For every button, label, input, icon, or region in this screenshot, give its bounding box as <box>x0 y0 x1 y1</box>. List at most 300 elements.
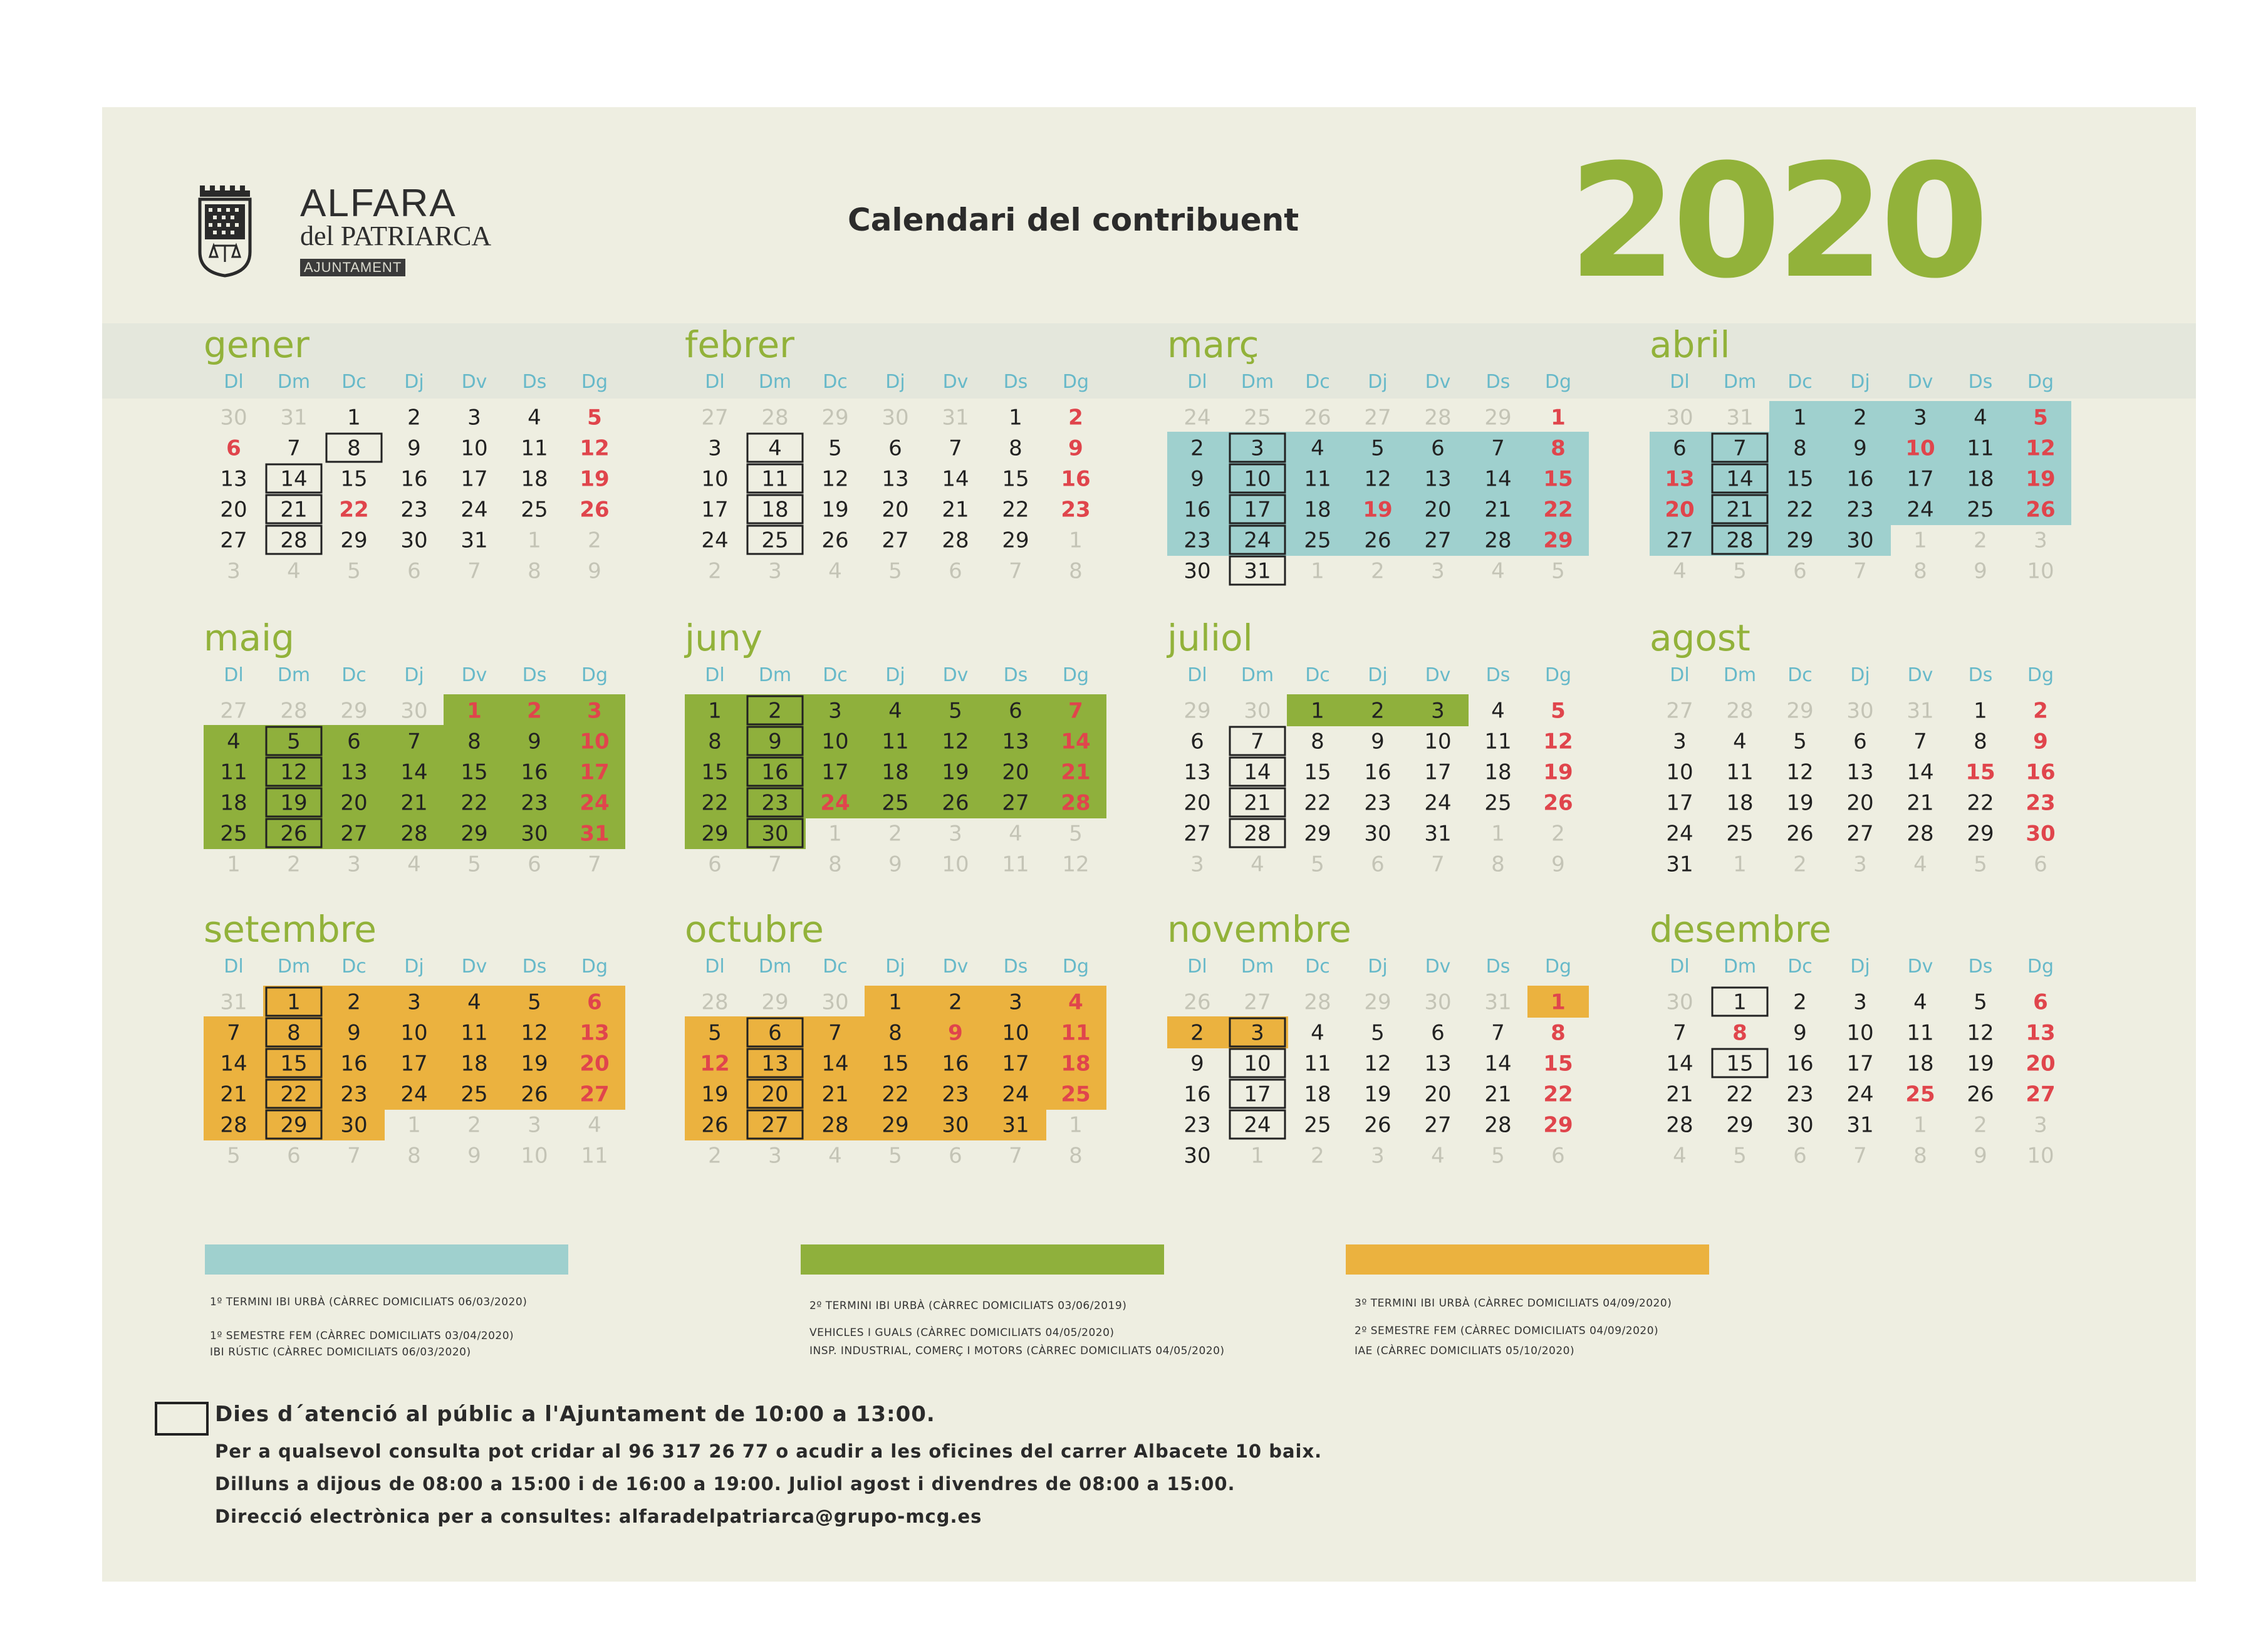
calendar-day-outside: 5 <box>467 852 481 877</box>
calendar-day: 6 <box>1673 436 1687 461</box>
calendar-day: 6 <box>768 1020 782 1046</box>
calendar-day: 8 <box>1974 729 1987 754</box>
calendar-day-outside: 30 <box>1846 698 1874 724</box>
calendar-day: 19 <box>521 1051 548 1077</box>
weekday-label: Dj <box>1368 956 1388 978</box>
calendar-day: 17 <box>1666 790 1693 816</box>
calendar-day: 21 <box>1666 1082 1693 1107</box>
calendar-day: 10 <box>400 1020 428 1046</box>
calendar-day: 5 <box>1974 989 1987 1015</box>
calendar-day: 31 <box>1244 558 1271 584</box>
calendar-day: 10 <box>1424 729 1452 754</box>
calendar-day: 14 <box>400 759 428 785</box>
calendar-day-outside: 8 <box>1069 1143 1083 1169</box>
calendar-day: 15 <box>280 1051 308 1077</box>
weekday-label: Dm <box>277 956 311 978</box>
calendar-day: 8 <box>1732 1020 1747 1046</box>
calendar-day: 5 <box>2033 405 2048 430</box>
weekday-label: Dj <box>404 956 424 978</box>
legend-item: 2º SEMESTRE FEM (CÀRREC DOMICILIATS 04/09/2020) <box>1355 1325 1659 1337</box>
month-febrer <box>685 323 1142 608</box>
calendar-day-outside: 10 <box>521 1143 548 1169</box>
calendar-day: 27 <box>1002 790 1029 816</box>
calendar-day: 14 <box>1666 1051 1693 1077</box>
month-title: març <box>1167 323 1259 366</box>
calendar-day-outside: 7 <box>1009 558 1022 584</box>
weekday-label: Dj <box>1850 371 1870 393</box>
calendar-day-outside: 30 <box>1666 405 1693 430</box>
calendar-day-outside: 9 <box>888 852 902 877</box>
calendar-day: 3 <box>708 436 722 461</box>
calendar-day: 16 <box>761 759 789 785</box>
calendar-day: 13 <box>1183 759 1211 785</box>
calendar-day: 1 <box>1733 989 1747 1015</box>
calendar-day: 23 <box>521 790 548 816</box>
calendar-day: 2 <box>347 989 361 1015</box>
weekday-label: Ds <box>1485 664 1511 686</box>
calendar-day: 11 <box>1061 1020 1091 1046</box>
calendar-day: 12 <box>1364 466 1391 492</box>
calendar-day: 28 <box>400 821 428 847</box>
calendar-day: 11 <box>220 759 247 785</box>
month-agost <box>1650 617 2107 902</box>
calendar-day: 16 <box>340 1051 368 1077</box>
calendar-day: 3 <box>1673 729 1687 754</box>
calendar-day: 10 <box>821 729 849 754</box>
calendar-day-outside: 31 <box>220 989 247 1015</box>
calendar-day: 28 <box>821 1112 849 1138</box>
calendar-day: 14 <box>1906 759 1934 785</box>
calendar-day: 3 <box>587 698 602 724</box>
calendar-day: 20 <box>761 1082 789 1107</box>
calendar-day-outside: 30 <box>821 989 849 1015</box>
calendar-day: 18 <box>1304 1082 1331 1107</box>
calendar-day-outside: 8 <box>528 558 541 584</box>
calendar-day: 31 <box>460 528 488 553</box>
calendar-day: 23 <box>1364 790 1391 816</box>
calendar-day: 25 <box>521 497 548 523</box>
calendar-day: 1 <box>708 698 722 724</box>
calendar-day: 3 <box>1251 436 1264 461</box>
calendar-day: 7 <box>1733 436 1747 461</box>
calendar-day: 4 <box>1068 989 1083 1015</box>
weekday-label: Dg <box>1062 956 1090 978</box>
calendar-day: 13 <box>1846 759 1874 785</box>
weekday-label: Dc <box>1787 956 1813 978</box>
weekday-label: Ds <box>1485 371 1511 393</box>
calendar-day: 26 <box>2026 497 2056 523</box>
calendar-day-outside: 5 <box>1974 852 1987 877</box>
weekday-label: Dg <box>581 664 608 686</box>
calendar-day-outside: 4 <box>828 1143 842 1169</box>
calendar-day-outside: 4 <box>1009 821 1022 847</box>
calendar-day: 22 <box>280 1082 308 1107</box>
calendar-day: 16 <box>1183 1082 1211 1107</box>
calendar-day: 12 <box>1364 1051 1391 1077</box>
calendar-day-outside: 31 <box>1484 989 1512 1015</box>
calendar-day: 15 <box>1543 466 1573 492</box>
calendar-day: 19 <box>1363 497 1393 523</box>
month-title: maig <box>204 617 294 659</box>
calendar-day: 7 <box>287 436 301 461</box>
weekday-label: Ds <box>1003 664 1028 686</box>
month-grid <box>685 323 1142 621</box>
weekday-label: Dj <box>1368 371 1388 393</box>
calendar-day-outside: 6 <box>949 558 962 584</box>
calendar-day: 17 <box>1424 759 1452 785</box>
calendar-day: 20 <box>340 790 368 816</box>
calendar-day-outside: 4 <box>1673 558 1687 584</box>
calendar-day: 11 <box>882 729 909 754</box>
month-grid <box>685 908 1142 1206</box>
calendar-day: 22 <box>1967 790 1994 816</box>
calendar-day: 25 <box>1061 1082 1091 1107</box>
calendar-day: 26 <box>1786 821 1814 847</box>
calendar-day: 20 <box>2026 1051 2056 1077</box>
calendar-day-outside: 10 <box>942 852 969 877</box>
weekday-label: Dv <box>1425 664 1451 686</box>
weekday-label: Dl <box>224 956 244 978</box>
calendar-day: 5 <box>1793 729 1807 754</box>
calendar-day: 28 <box>1484 528 1512 553</box>
month-grid <box>1650 908 2107 1206</box>
calendar-day: 26 <box>821 528 849 553</box>
legend-swatch-green <box>801 1244 1164 1275</box>
calendar-day: 23 <box>400 497 428 523</box>
calendar-day: 16 <box>942 1051 969 1077</box>
calendar-day-outside: 5 <box>888 1143 902 1169</box>
weekday-label: Ds <box>1003 956 1028 978</box>
calendar-day-outside: 3 <box>1431 558 1445 584</box>
calendar-day-outside: 6 <box>287 1143 301 1169</box>
calendar-day-outside: 8 <box>407 1143 421 1169</box>
calendar-day: 20 <box>1424 497 1452 523</box>
calendar-day: 22 <box>339 497 369 523</box>
calendar-day: 18 <box>220 790 247 816</box>
calendar-day: 5 <box>949 698 962 724</box>
calendar-day: 24 <box>1424 790 1452 816</box>
calendar-day-outside: 2 <box>1974 528 1987 553</box>
calendar-day: 4 <box>1311 436 1324 461</box>
calendar-day: 22 <box>1002 497 1029 523</box>
weekday-label: Dl <box>1670 664 1690 686</box>
calendar-day: 29 <box>1786 528 1814 553</box>
weekday-label: Dg <box>1062 371 1090 393</box>
calendar-day: 20 <box>1002 759 1029 785</box>
weekday-label: Dj <box>885 664 905 686</box>
calendar-day-outside: 6 <box>407 558 421 584</box>
calendar-day: 10 <box>1244 466 1271 492</box>
calendar-day: 12 <box>700 1051 730 1077</box>
calendar-day: 2 <box>768 698 782 724</box>
calendar-day: 18 <box>882 759 909 785</box>
calendar-day: 12 <box>1786 759 1814 785</box>
coat-of-arms-icon <box>196 183 254 278</box>
calendar-day-outside: 30 <box>1666 989 1693 1015</box>
calendar-day: 1 <box>1974 698 1987 724</box>
calendar-day: 20 <box>1183 790 1211 816</box>
legend-item: 1º TERMINI IBI URBÀ (CÀRREC DOMICILIATS 06/03/2020) <box>210 1296 528 1308</box>
calendar-day: 2 <box>1190 1020 1204 1046</box>
calendar-day: 1 <box>1793 405 1807 430</box>
legend-item: 1º SEMESTRE FEM (CÀRREC DOMICILIATS 03/04/2020) <box>210 1330 514 1342</box>
weekday-label: Dl <box>705 371 725 393</box>
calendar-day: 18 <box>1967 466 1994 492</box>
calendar-day-outside: 9 <box>1974 1143 1987 1169</box>
calendar-day-outside: 4 <box>1673 1143 1687 1169</box>
weekday-label: Dj <box>1850 664 1870 686</box>
calendar-day: 28 <box>1906 821 1934 847</box>
calendar-day: 23 <box>2026 790 2056 816</box>
calendar-day: 3 <box>828 698 842 724</box>
calendar-day-outside: 3 <box>1853 852 1867 877</box>
calendar-day: 30 <box>2026 821 2056 847</box>
calendar-day-outside: 11 <box>581 1143 608 1169</box>
calendar-day: 12 <box>1543 729 1573 754</box>
calendar-day: 9 <box>768 729 782 754</box>
attention-day-legend-box <box>155 1402 209 1436</box>
calendar-day: 23 <box>1183 1112 1211 1138</box>
calendar-day: 24 <box>1244 528 1271 553</box>
calendar-day: 17 <box>821 759 849 785</box>
legend-item: VEHICLES I GUALS (CÀRREC DOMICILIATS 04/05/2020) <box>809 1327 1115 1339</box>
calendar-day: 29 <box>1304 821 1331 847</box>
calendar-day-outside: 4 <box>1491 558 1505 584</box>
weekday-label: Dv <box>461 664 487 686</box>
calendar-day-outside: 4 <box>1431 1143 1445 1169</box>
calendar-day: 29 <box>340 528 368 553</box>
calendar-day-outside: 29 <box>1183 698 1211 724</box>
calendar-day-outside: 31 <box>942 405 969 430</box>
calendar-day: 16 <box>521 759 548 785</box>
calendar-day: 18 <box>1726 790 1754 816</box>
calendar-day-outside: 9 <box>1974 558 1987 584</box>
calendar-day-outside: 7 <box>467 558 481 584</box>
calendar-day: 21 <box>280 497 308 523</box>
calendar-day: 2 <box>1371 698 1385 724</box>
calendar-day-outside: 5 <box>1311 852 1324 877</box>
calendar-day: 25 <box>1304 1112 1331 1138</box>
calendar-day: 6 <box>347 729 361 754</box>
weekday-label: Dl <box>1670 371 1690 393</box>
calendar-day: 2 <box>1793 989 1807 1015</box>
calendar-day-outside: 27 <box>220 698 247 724</box>
calendar-day-outside: 1 <box>1069 528 1083 553</box>
weekday-label: Dj <box>1850 956 1870 978</box>
weekday-label: Dc <box>823 956 848 978</box>
calendar-day: 18 <box>521 466 548 492</box>
calendar-day: 27 <box>1424 528 1452 553</box>
calendar-day: 29 <box>1543 1112 1573 1138</box>
calendar-day: 26 <box>942 790 969 816</box>
calendar-day-outside: 10 <box>2027 1143 2054 1169</box>
calendar-day: 5 <box>1371 436 1385 461</box>
month-juny <box>685 617 1142 902</box>
calendar-day-outside: 1 <box>1913 528 1927 553</box>
calendar-day: 13 <box>1665 466 1695 492</box>
calendar-day: 14 <box>1061 729 1091 754</box>
calendar-day-outside: 3 <box>2034 1112 2047 1138</box>
weekday-label: Dv <box>1425 371 1451 393</box>
calendar-day-outside: 6 <box>1551 1143 1565 1169</box>
calendar-day: 21 <box>1726 497 1754 523</box>
calendar-day: 7 <box>828 1020 842 1046</box>
calendar-day: 30 <box>1183 1143 1211 1169</box>
calendar-day-outside: 6 <box>1793 558 1807 584</box>
calendar-day: 9 <box>1068 436 1083 461</box>
calendar-day-outside: 2 <box>708 558 722 584</box>
calendar-day-outside: 3 <box>768 1143 782 1169</box>
calendar-day: 14 <box>821 1051 849 1077</box>
calendar-day: 7 <box>407 729 421 754</box>
calendar-day-outside: 24 <box>1183 405 1211 430</box>
month-setembre <box>204 908 661 1193</box>
month-grid <box>1167 323 1625 621</box>
calendar-day: 30 <box>1786 1112 1814 1138</box>
weekday-label: Dm <box>1241 956 1274 978</box>
calendar-day: 23 <box>761 790 789 816</box>
legend-item: INSP. INDUSTRIAL, COMERÇ I MOTORS (CÀRREC DOMICILIATS 04/05/2020) <box>809 1345 1225 1357</box>
calendar-day-outside: 6 <box>1371 852 1385 877</box>
calendar-day-outside: 27 <box>1666 698 1693 724</box>
calendar-day: 13 <box>580 1020 610 1046</box>
calendar-day: 8 <box>287 1020 301 1046</box>
calendar-day: 3 <box>1431 698 1445 724</box>
calendar-day-outside: 2 <box>1371 558 1385 584</box>
calendar-day: 20 <box>1846 790 1874 816</box>
calendar-day-outside: 28 <box>280 698 308 724</box>
calendar-day-outside: 5 <box>1069 821 1083 847</box>
calendar-day: 28 <box>1726 528 1754 553</box>
calendar-day-outside: 3 <box>347 852 361 877</box>
weekday-label: Dm <box>1241 664 1274 686</box>
calendar-day: 17 <box>701 497 729 523</box>
calendar-day: 7 <box>1673 1020 1687 1046</box>
calendar-day: 16 <box>2026 759 2056 785</box>
weekday-label: Dg <box>1544 956 1572 978</box>
calendar-day: 23 <box>1061 497 1091 523</box>
month-title: febrer <box>685 323 795 366</box>
calendar-day: 5 <box>828 436 842 461</box>
calendar-day: 18 <box>1906 1051 1934 1077</box>
weekday-label: Dv <box>461 956 487 978</box>
calendar-day: 15 <box>1002 466 1029 492</box>
calendar-day-outside: 30 <box>1244 698 1271 724</box>
calendar-day-outside: 8 <box>1491 852 1505 877</box>
weekday-label: Dg <box>2027 664 2054 686</box>
calendar-day: 24 <box>460 497 488 523</box>
month-title: octubre <box>685 908 824 951</box>
calendar-day: 9 <box>948 1020 963 1046</box>
calendar-day: 17 <box>1846 1051 1874 1077</box>
weekday-label: Ds <box>1968 664 1993 686</box>
calendar-day-outside: 30 <box>220 405 247 430</box>
calendar-day: 30 <box>942 1112 969 1138</box>
calendar-day: 7 <box>1491 436 1505 461</box>
footer-attention-hours: Dies d´atenció al públic a l'Ajuntament de 10:00 a 13:00. <box>215 1402 935 1427</box>
calendar-day-outside: 9 <box>588 558 601 584</box>
calendar-day: 25 <box>882 790 909 816</box>
calendar-day: 17 <box>1244 1082 1271 1107</box>
calendar-day: 3 <box>1251 1020 1264 1046</box>
calendar-day: 16 <box>1061 466 1091 492</box>
calendar-day-outside: 3 <box>227 558 241 584</box>
calendar-day-outside: 8 <box>1913 1143 1927 1169</box>
calendar-day: 24 <box>400 1082 428 1107</box>
weekday-label: Dv <box>1907 956 1933 978</box>
calendar-day: 8 <box>1551 1020 1566 1046</box>
weekday-label: Dm <box>1723 956 1757 978</box>
calendar-day: 6 <box>587 989 602 1015</box>
weekday-label: Dg <box>581 371 608 393</box>
weekday-label: Dm <box>277 371 311 393</box>
calendar-day: 9 <box>1190 1051 1204 1077</box>
weekday-label: Dl <box>1670 956 1690 978</box>
calendar-day: 17 <box>1244 497 1271 523</box>
month-grid <box>204 323 661 621</box>
calendar-day: 7 <box>1251 729 1264 754</box>
calendar-day-outside: 5 <box>227 1143 241 1169</box>
calendar-day: 30 <box>1846 528 1874 553</box>
calendar-day-outside: 7 <box>588 852 601 877</box>
weekday-label: Dm <box>277 664 311 686</box>
weekday-label: Dc <box>341 371 367 393</box>
calendar-day-outside: 2 <box>1551 821 1565 847</box>
calendar-day: 25 <box>1967 497 1994 523</box>
calendar-day-outside: 30 <box>1424 989 1452 1015</box>
weekday-label: Dm <box>758 371 792 393</box>
calendar-day: 15 <box>1543 1051 1573 1077</box>
calendar-day-outside: 28 <box>1304 989 1331 1015</box>
month-title: gener <box>204 323 310 366</box>
calendar-day-outside: 2 <box>708 1143 722 1169</box>
calendar-day: 21 <box>220 1082 247 1107</box>
calendar-day-outside: 9 <box>467 1143 481 1169</box>
calendar-day-outside: 4 <box>287 558 301 584</box>
calendar-day-outside: 31 <box>1726 405 1754 430</box>
calendar-day: 22 <box>701 790 729 816</box>
calendar-day-outside: 8 <box>1913 558 1927 584</box>
calendar-day: 16 <box>1364 759 1391 785</box>
calendar-day: 21 <box>400 790 428 816</box>
calendar-day: 27 <box>1424 1112 1452 1138</box>
calendar-day: 19 <box>821 497 849 523</box>
calendar-day: 25 <box>1905 1082 1935 1107</box>
calendar-day-outside: 28 <box>1726 698 1754 724</box>
calendar-day: 18 <box>1484 759 1512 785</box>
calendar-day-outside: 29 <box>761 989 789 1015</box>
calendar-day: 23 <box>942 1082 969 1107</box>
weekday-label: Dl <box>705 956 725 978</box>
calendar-day: 9 <box>1793 1020 1807 1046</box>
calendar-day-outside: 9 <box>1551 852 1565 877</box>
month-title: juny <box>685 617 762 659</box>
calendar-day: 28 <box>1484 1112 1512 1138</box>
calendar-day: 19 <box>1543 759 1573 785</box>
document-title: Calendari del contribuent <box>848 202 1299 238</box>
calendar-day: 24 <box>580 790 610 816</box>
calendar-day-outside: 1 <box>1733 852 1747 877</box>
calendar-day: 8 <box>347 436 361 461</box>
calendar-day: 23 <box>1183 528 1211 553</box>
weekday-label: Dv <box>1425 956 1451 978</box>
month-grid <box>204 617 661 914</box>
calendar-day: 12 <box>2026 436 2056 461</box>
calendar-day-outside: 3 <box>528 1112 541 1138</box>
calendar-day: 19 <box>1786 790 1814 816</box>
calendar-day-outside: 1 <box>407 1112 421 1138</box>
calendar-day: 7 <box>949 436 962 461</box>
